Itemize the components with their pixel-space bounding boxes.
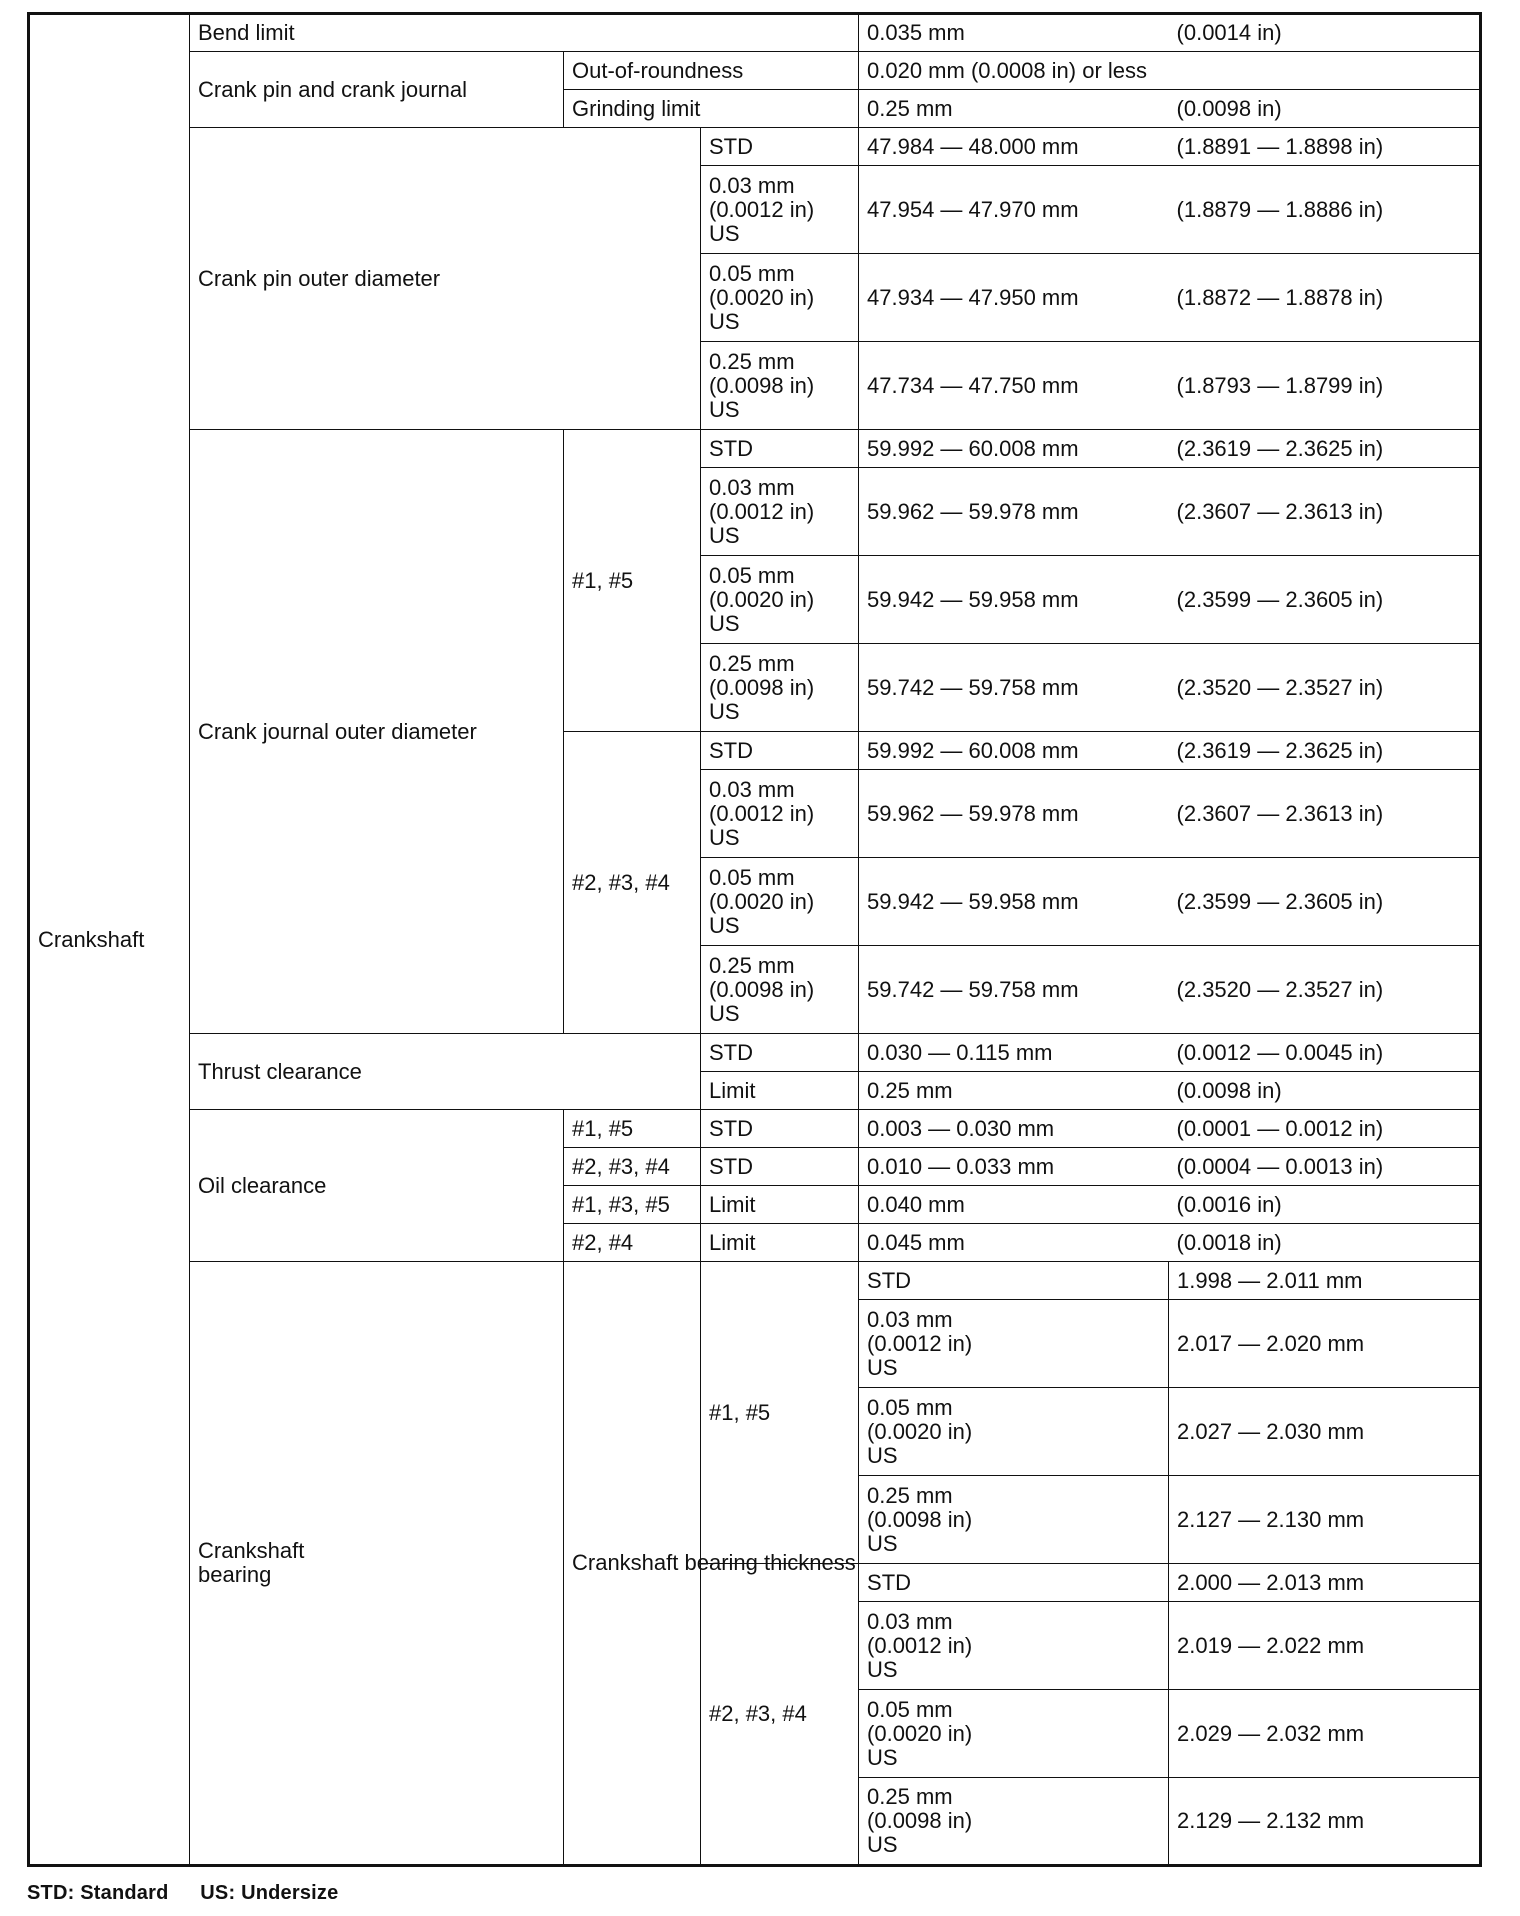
size-cell bbox=[859, 1388, 1169, 1476]
size-cell-line: 0.03 mm bbox=[709, 776, 795, 802]
size-cell-line: US bbox=[709, 220, 740, 246]
value-mm: 2.027 — 2.030 mm bbox=[1169, 1388, 1481, 1476]
value-inch: (1.8891 — 1.8898 in) bbox=[1169, 128, 1481, 166]
value-inch: (2.3599 — 2.3605 in) bbox=[1169, 556, 1481, 644]
journal-cell: #2, #3, #4 bbox=[564, 1148, 701, 1186]
value-mm: 0.003 — 0.030 mm bbox=[859, 1110, 1169, 1148]
value-mm: 0.25 mm bbox=[859, 1072, 1169, 1110]
value-mm: 2.129 — 2.132 mm bbox=[1169, 1778, 1481, 1866]
value-mm: 0.010 — 0.033 mm bbox=[859, 1148, 1169, 1186]
value-inch: (0.0016 in) bbox=[1169, 1186, 1481, 1224]
size-cell-line: STD bbox=[867, 1569, 912, 1595]
size-cell bbox=[701, 556, 859, 644]
size-cell bbox=[859, 1602, 1169, 1690]
size-cell bbox=[701, 342, 859, 430]
size-cell bbox=[701, 644, 859, 732]
size-cell: STD bbox=[701, 1148, 859, 1186]
item-pin-and-journal: Crank pin and crank journal bbox=[190, 52, 564, 128]
size-cell bbox=[701, 468, 859, 556]
size-cell-line: US bbox=[709, 912, 740, 938]
value-mm: 2.029 — 2.032 mm bbox=[1169, 1690, 1481, 1778]
value-inch: (0.0012 — 0.0045 in) bbox=[1169, 1034, 1481, 1072]
value-mm: 2.127 — 2.130 mm bbox=[1169, 1476, 1481, 1564]
size-cell bbox=[701, 128, 859, 166]
size-cell: STD bbox=[701, 1110, 859, 1148]
value-mm: 47.934 — 47.950 mm bbox=[859, 254, 1169, 342]
sub-out-of-roundness: Out-of-roundness bbox=[564, 52, 859, 90]
journal-cell: #2, #4 bbox=[564, 1224, 701, 1262]
item-thrust-clearance: Thrust clearance bbox=[190, 1034, 701, 1110]
size-cell-line: STD bbox=[709, 737, 753, 763]
value-inch: (0.0001 — 0.0012 in) bbox=[1169, 1110, 1481, 1148]
value-mm: 59.742 — 59.758 mm bbox=[859, 946, 1169, 1034]
table-row bbox=[29, 52, 1481, 90]
section-crankshaft-bearing bbox=[190, 1262, 564, 1866]
value-inch: (2.3520 — 2.3527 in) bbox=[1169, 946, 1481, 1034]
size-cell-line: (0.0012 in) bbox=[709, 196, 815, 222]
value-mm: 2.019 — 2.022 mm bbox=[1169, 1602, 1481, 1690]
value-mm: 2.000 — 2.013 mm bbox=[1169, 1564, 1481, 1602]
item-oil-clearance: Oil clearance bbox=[190, 1110, 564, 1262]
journal-cell: #1, #3, #5 bbox=[564, 1186, 701, 1224]
size-cell-line: 0.25 mm bbox=[867, 1482, 953, 1508]
value-inch: (1.8879 — 1.8886 in) bbox=[1169, 166, 1481, 254]
size-cell-line: (0.0020 in) bbox=[867, 1720, 973, 1746]
size-cell-line: (0.0012 in) bbox=[867, 1330, 973, 1356]
size-cell: Limit bbox=[701, 1072, 859, 1110]
value-mm: 59.962 — 59.978 mm bbox=[859, 468, 1169, 556]
size-cell bbox=[701, 858, 859, 946]
section-crankshaft-bearing-line: Crankshaft bbox=[198, 1538, 305, 1563]
size-cell bbox=[859, 1690, 1169, 1778]
size-cell-line: STD bbox=[867, 1267, 912, 1293]
journal-cell: #1, #5 bbox=[564, 1110, 701, 1148]
size-cell-line: US bbox=[709, 824, 740, 850]
value-inch: (2.3607 — 2.3613 in) bbox=[1169, 770, 1481, 858]
size-cell bbox=[701, 430, 859, 468]
size-cell-line: STD bbox=[709, 435, 753, 461]
size-cell-line: US bbox=[867, 1744, 898, 1770]
size-cell-line: 0.25 mm bbox=[867, 1784, 953, 1809]
size-cell-line: (0.0098 in) bbox=[709, 976, 815, 1002]
size-cell-line: (0.0098 in) bbox=[867, 1808, 973, 1833]
value-inch: (1.8872 — 1.8878 in) bbox=[1169, 254, 1481, 342]
value-mm: 0.045 mm bbox=[859, 1224, 1169, 1262]
table-row bbox=[29, 128, 1481, 166]
size-cell bbox=[701, 166, 859, 254]
size-cell-line: US bbox=[709, 610, 740, 636]
size-cell: STD bbox=[701, 1034, 859, 1072]
table-row bbox=[29, 14, 1481, 52]
size-cell-line: 0.05 mm bbox=[867, 1696, 953, 1722]
size-cell-line: US bbox=[709, 698, 740, 724]
journal-group: #1, #5 bbox=[564, 430, 701, 732]
size-cell-line: (0.0012 in) bbox=[867, 1632, 973, 1658]
size-cell-line: (0.0012 in) bbox=[709, 800, 815, 826]
journal-group: #2, #3, #4 bbox=[701, 1564, 859, 1866]
size-cell-line: (0.0020 in) bbox=[709, 586, 815, 612]
size-cell-line: (0.0098 in) bbox=[867, 1506, 973, 1532]
section-crankshaft-bearing-line: bearing bbox=[198, 1562, 272, 1587]
legend bbox=[27, 1882, 364, 1905]
size-cell bbox=[859, 1300, 1169, 1388]
size-cell-line: 0.05 mm bbox=[709, 260, 795, 286]
item-bearing-thickness: Crankshaft bearing thickness bbox=[564, 1262, 701, 1866]
journal-group: #1, #5 bbox=[701, 1262, 859, 1564]
value-mm: 47.954 — 47.970 mm bbox=[859, 166, 1169, 254]
size-cell bbox=[859, 1262, 1169, 1300]
size-cell-line: (0.0020 in) bbox=[709, 284, 815, 310]
value-inch: (2.3599 — 2.3605 in) bbox=[1169, 858, 1481, 946]
value-inch: (2.3520 — 2.3527 in) bbox=[1169, 644, 1481, 732]
size-cell-line: US bbox=[709, 308, 740, 334]
size-cell-line: 0.03 mm bbox=[867, 1306, 953, 1332]
size-cell-line: 0.05 mm bbox=[709, 864, 795, 890]
size-cell-line: US bbox=[867, 1442, 898, 1468]
size-cell-line: (0.0012 in) bbox=[709, 498, 815, 524]
size-cell: Limit bbox=[701, 1186, 859, 1224]
value-inch: (2.3619 — 2.3625 in) bbox=[1169, 732, 1481, 770]
value-mm: 59.942 — 59.958 mm bbox=[859, 858, 1169, 946]
section-crankshaft: Crankshaft bbox=[29, 14, 190, 1866]
value-mm: 2.017 — 2.020 mm bbox=[1169, 1300, 1481, 1388]
value-inch: (0.0098 in) bbox=[1169, 1072, 1481, 1110]
size-cell: Limit bbox=[701, 1224, 859, 1262]
size-cell bbox=[701, 770, 859, 858]
size-cell-line: 0.03 mm bbox=[867, 1608, 953, 1634]
item-crank-journal-od: Crank journal outer diameter bbox=[190, 430, 564, 1034]
size-cell-line: 0.03 mm bbox=[709, 172, 795, 198]
item-crank-pin-od: Crank pin outer diameter bbox=[190, 128, 701, 430]
value-mm: 47.984 — 48.000 mm bbox=[859, 128, 1169, 166]
size-cell-line: US bbox=[867, 1354, 898, 1380]
value-mm: 0.040 mm bbox=[859, 1186, 1169, 1224]
value-out-of-roundness: 0.020 mm (0.0008 in) or less bbox=[859, 52, 1481, 90]
size-cell bbox=[701, 732, 859, 770]
size-cell-line: US bbox=[709, 522, 740, 548]
value-mm: 1.998 — 2.011 mm bbox=[1169, 1262, 1481, 1300]
size-cell-line: US bbox=[867, 1530, 898, 1556]
size-cell-line: US bbox=[709, 1000, 740, 1026]
table-row bbox=[29, 1262, 1481, 1300]
value-mm: 0.035 mm bbox=[859, 14, 1169, 52]
size-cell-line: (0.0098 in) bbox=[709, 674, 815, 700]
sub-grinding-limit: Grinding limit bbox=[564, 90, 859, 128]
value-mm: 59.942 — 59.958 mm bbox=[859, 556, 1169, 644]
value-inch: (2.3619 — 2.3625 in) bbox=[1169, 430, 1481, 468]
value-inch: (2.3607 — 2.3613 in) bbox=[1169, 468, 1481, 556]
value-inch: (0.0098 in) bbox=[1169, 90, 1481, 128]
size-cell bbox=[859, 1476, 1169, 1564]
size-cell-line: (0.0098 in) bbox=[709, 372, 815, 398]
size-cell bbox=[859, 1778, 1169, 1866]
size-cell-line: 0.25 mm bbox=[709, 348, 795, 374]
size-cell bbox=[859, 1564, 1169, 1602]
value-inch: (1.8793 — 1.8799 in) bbox=[1169, 342, 1481, 430]
table-row bbox=[29, 1034, 1481, 1072]
size-cell-line: 0.05 mm bbox=[709, 562, 795, 588]
value-inch: (0.0004 — 0.0013 in) bbox=[1169, 1148, 1481, 1186]
journal-group: #2, #3, #4 bbox=[564, 732, 701, 1034]
size-cell-line: US bbox=[867, 1832, 898, 1857]
value-mm: 59.992 — 60.008 mm bbox=[859, 732, 1169, 770]
size-cell-line: (0.0020 in) bbox=[867, 1418, 973, 1444]
spec-table bbox=[27, 12, 1482, 1867]
value-inch: (0.0018 in) bbox=[1169, 1224, 1481, 1262]
value-mm: 47.734 — 47.750 mm bbox=[859, 342, 1169, 430]
table-row bbox=[29, 1110, 1481, 1148]
size-cell-line: 0.25 mm bbox=[709, 952, 795, 978]
legend-std: STD: Standard bbox=[27, 1882, 169, 1904]
size-cell bbox=[701, 946, 859, 1034]
size-cell-line: US bbox=[867, 1656, 898, 1682]
value-mm: 59.992 — 60.008 mm bbox=[859, 430, 1169, 468]
table-row bbox=[29, 430, 1481, 468]
size-cell-line: US bbox=[709, 396, 740, 422]
value-inch: (0.0014 in) bbox=[1169, 14, 1481, 52]
size-cell-line: 0.25 mm bbox=[709, 650, 795, 676]
size-cell-line: 0.05 mm bbox=[867, 1394, 953, 1420]
size-cell-line: STD bbox=[709, 133, 753, 159]
value-mm: 59.742 — 59.758 mm bbox=[859, 644, 1169, 732]
value-mm: 0.030 — 0.115 mm bbox=[859, 1034, 1169, 1072]
legend-us: US: Undersize bbox=[200, 1882, 339, 1904]
size-cell-line: 0.03 mm bbox=[709, 474, 795, 500]
item-bend-limit: Bend limit bbox=[190, 14, 859, 52]
value-mm: 59.962 — 59.978 mm bbox=[859, 770, 1169, 858]
size-cell bbox=[701, 254, 859, 342]
value-mm: 0.25 mm bbox=[859, 90, 1169, 128]
size-cell-line: (0.0020 in) bbox=[709, 888, 815, 914]
